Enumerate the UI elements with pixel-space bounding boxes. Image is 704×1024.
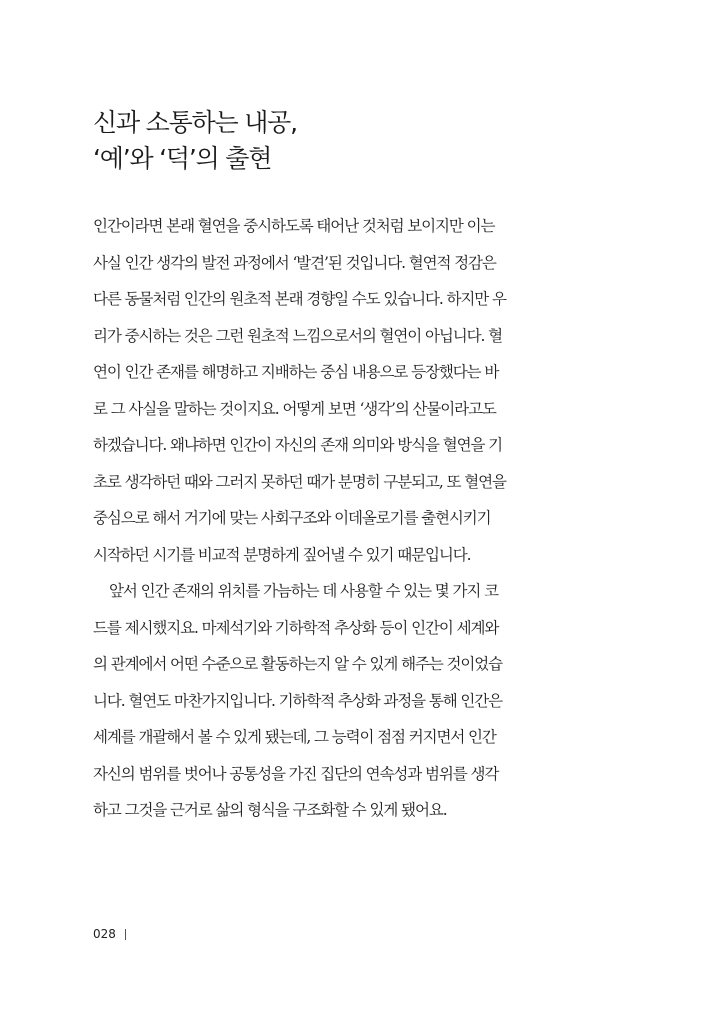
section-title [93,105,297,177]
text-line: 하겠습니다. 왜냐하면 인간이 자신의 존재 의미와 방식을 혈연을 기 [93,436,503,454]
text-line: 초로 생각하던 때와 그러지 못하던 때가 분명히 구분되고, 또 혈연을 [93,472,506,491]
page-number: 028 [93,927,116,941]
text-line: 앞서 인간 존재의 위치를 가늠하는 데 사용할 수 있는 몇 가지 코 [109,582,498,600]
section-title-line-1: 신과 소통하는 내공, [93,108,297,137]
text-line: 하고 그것을 근거로 삶의 형식을 구조화할 수 있게 됐어요. [93,801,447,819]
text-line: 세계를 개괄해서 볼 수 있게 됐는데, 그 능력이 점점 커지면서 인간 [93,728,496,746]
text-line: 사실 인간 생각의 발전 과정에서 ‘발견’된 것입니다. 혈연적 정감은 [93,253,496,272]
paragraph-2 [93,573,593,829]
text-line: 중심으로 해서 거기에 맞는 사회구조와 이데올로기를 출현시키기 [93,509,491,527]
text-line: 인간이라면 본래 혈연을 중시하도록 태어난 것처럼 보이지만 이는 [93,217,495,235]
text-line: 리가 중시하는 것은 그런 원초적 느낌으로서의 혈연이 아닙니다. 혈 [93,326,503,345]
text-line: 의 관계에서 어떤 수준으로 활동하는지 알 수 있게 해주는 것이었습 [93,655,503,673]
paragraph-1 [93,208,593,573]
page-footer [93,926,126,942]
text-line: 다른 동물처럼 인간의 원초적 본래 경향일 수도 있습니다. 하지만 우 [93,290,506,308]
body-text [93,208,593,829]
section-title-line-2: ‘예’와 ‘덕’의 출현 [93,144,272,173]
text-line: 드를 제시했지요. 마제석기와 기하학적 추상화 등이 인간이 세계와 [93,618,499,637]
text-line: 연이 인간 존재를 해명하고 지배하는 중심 내용으로 등장했다는 바 [93,363,499,381]
folio-divider [125,929,126,940]
text-line: 로 그 사실을 말하는 것이지요. 어떻게 보면 ‘생각’의 산물이라고도 [93,399,496,418]
text-line: 시작하던 시기를 비교적 분명하게 짚어낼 수 있기 때문입니다. [93,545,471,564]
text-line: 자신의 범위를 벗어나 공통성을 가진 집단의 연속성과 범위를 생각 [93,764,499,783]
text-line: 니다. 혈연도 마찬가지입니다. 기하학적 추상화 과정을 통해 인간은 [93,691,503,710]
